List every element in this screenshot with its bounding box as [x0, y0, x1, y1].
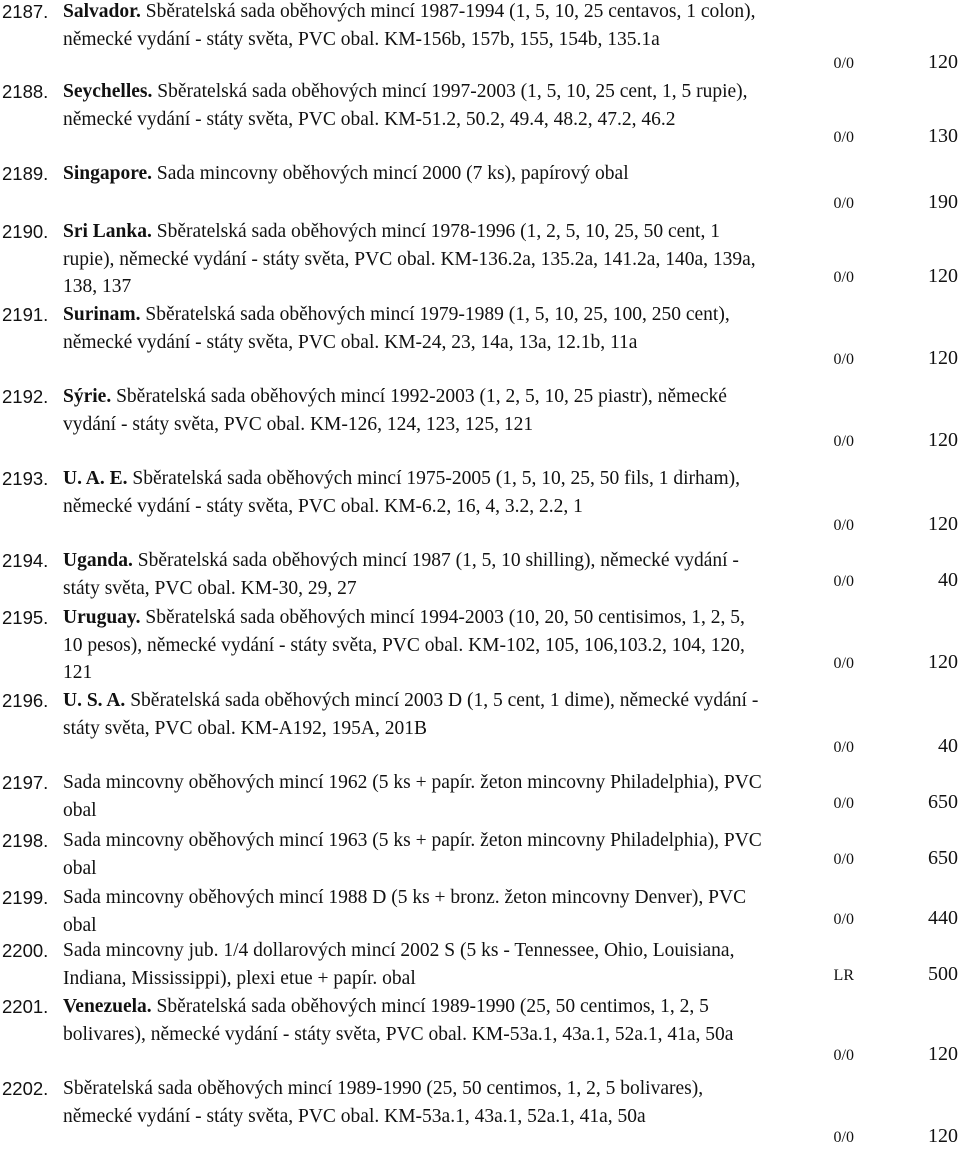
entry-description: Sada mincovny oběhových mincí 1988 D (5 ks + bronz. žeton mincovny Denver), PVC obal — [63, 887, 747, 936]
entry-description: Sada mincovny oběhových mincí 1962 (5 ks + papír. žeton mincovny Philadelphia), PVC obal — [63, 772, 762, 821]
entry-price: 40 — [938, 735, 958, 757]
entry-description: Sběratelská sada oběhových mincí 1989-1990 (25, 50 centimos, 1, 2, 5 bolivares), německé vydání - státy světa, PVC obal. KM-53a.1, 43a.1, 52a.1, 41a, 50a — [63, 996, 734, 1045]
entry-description: Sběratelská sada oběhových mincí 2003 D (1, 5 cent, 1 dime), německé vydání - státy světa, PVC obal. KM-A192, 195A, 201B — [63, 690, 759, 739]
entry-price: 120 — [928, 265, 958, 287]
entry-number: 2188. — [2, 81, 49, 102]
entry-number: 2198. — [2, 830, 49, 851]
entry-price: 130 — [928, 125, 958, 147]
entry-number: 2187. — [2, 1, 49, 22]
entry-condition: 0/0 — [833, 195, 854, 212]
entry-number: 2200. — [2, 940, 49, 961]
entry-country: Singapore. — [63, 163, 153, 184]
entry-condition: 0/0 — [833, 739, 854, 756]
entry-price: 190 — [928, 191, 958, 213]
entry-text — [63, 547, 763, 602]
entry-number: 2199. — [2, 887, 49, 908]
entry-price: 120 — [928, 513, 958, 535]
entry-text — [63, 301, 763, 356]
entry-text — [63, 884, 763, 939]
entry-condition: 0/0 — [833, 269, 854, 286]
entry-description: Sběratelská sada oběhových mincí 1975-2005 (1, 5, 10, 25, 50 fils, 1 dirham), německé vydání - státy světa, PVC obal. KM-6.2, 16, 4, 3.2, 2.2, 1 — [63, 468, 740, 517]
entry-description: Sběratelská sada oběhových mincí 1987-1994 (1, 5, 10, 25 centavos, 1 colon), německé vydání - státy světa, PVC obal. KM-156b, 157b, 155, 154b, 135.1a — [63, 1, 756, 50]
entry-number: 2189. — [2, 163, 49, 184]
entry-description: Sběratelská sada oběhových mincí 1989-1990 (25, 50 centimos, 1, 2, 5 bolivares), německé vydání - státy světa, PVC obal. KM-53a.1, 43a.1, 52a.1, 41a, 50a — [63, 1078, 704, 1127]
entry-price: 650 — [928, 847, 958, 869]
entry-text — [63, 160, 763, 188]
entry-text — [63, 687, 763, 742]
entry-text — [63, 827, 763, 882]
entry-country: Venezuela. — [63, 996, 152, 1017]
entry-country: Surinam. — [63, 304, 141, 325]
entry-description: Sběratelská sada oběhových mincí 1987 (1, 5, 10 shilling), německé vydání - státy světa, PVC obal. KM-30, 29, 27 — [63, 550, 739, 599]
entry-text — [63, 769, 763, 824]
entry-price: 120 — [928, 1043, 958, 1065]
entry-description: Sběratelská sada oběhových mincí 1997-2003 (1, 5, 10, 25 cent, 1, 5 rupie), německé vydání - státy světa, PVC obal. KM-51.2, 50.2, 49.4, 48.2, 47.2, 46.2 — [63, 81, 748, 130]
entry-price: 440 — [928, 907, 958, 929]
entry-price: 120 — [928, 429, 958, 451]
entry-description: Sběratelská sada oběhových mincí 1979-1989 (1, 5, 10, 25, 100, 250 cent), německé vydání - státy světa, PVC obal. KM-24, 23, 14a, 13a, 12.1b, 11a — [63, 304, 730, 353]
entry-condition: 0/0 — [833, 655, 854, 672]
entry-number: 2191. — [2, 304, 49, 325]
entry-description: Sada mincovny jub. 1/4 dollarových mincí 2002 S (5 ks - Tennessee, Ohio, Louisiana, Indiana, Mississippi), plexi etue + papír. obal — [63, 940, 735, 989]
entry-text — [63, 604, 763, 687]
entry-condition: 0/0 — [833, 517, 854, 534]
entry-country: Uganda. — [63, 550, 133, 571]
entry-country: Sýrie. — [63, 386, 112, 407]
entry-number: 2202. — [2, 1078, 49, 1099]
entry-condition: 0/0 — [833, 795, 854, 812]
entry-condition: 0/0 — [833, 1129, 854, 1146]
entry-number: 2201. — [2, 996, 49, 1017]
entry-country: U. S. A. — [63, 690, 126, 711]
entry-number: 2190. — [2, 221, 49, 242]
entry-condition: 0/0 — [833, 1047, 854, 1064]
entry-text — [63, 218, 763, 301]
entry-text — [63, 937, 763, 992]
entry-condition: 0/0 — [833, 55, 854, 72]
entry-description: Sběratelská sada oběhových mincí 1992-2003 (1, 2, 5, 10, 25 piastr), německé vydání - státy světa, PVC obal. KM-126, 124, 123, 125, 121 — [63, 386, 727, 435]
entry-price: 40 — [938, 569, 958, 591]
entry-text — [63, 383, 763, 438]
entry-description: Sběratelská sada oběhových mincí 1978-1996 (1, 2, 5, 10, 25, 50 cent, 1 rupie), německé vydání - státy světa, PVC obal. KM-136.2a, 135.2a, 141.2a, 140a, 139a, 138, 137 — [63, 221, 756, 297]
entry-number: 2194. — [2, 550, 49, 571]
entry-text — [63, 993, 763, 1048]
entry-number: 2195. — [2, 607, 49, 628]
entry-price: 500 — [928, 963, 958, 985]
entry-condition: 0/0 — [833, 573, 854, 590]
entry-country: Sri Lanka. — [63, 221, 152, 242]
entry-condition: 0/0 — [833, 351, 854, 368]
entry-price: 120 — [928, 347, 958, 369]
entry-text — [63, 0, 763, 53]
entry-number: 2196. — [2, 690, 49, 711]
entry-number: 2193. — [2, 468, 49, 489]
entry-country: Salvador. — [63, 1, 141, 22]
entry-condition: LR — [833, 967, 854, 984]
entry-price: 120 — [928, 651, 958, 673]
entry-country: Uruguay. — [63, 607, 141, 628]
entry-country: U. A. E. — [63, 468, 128, 489]
entry-condition: 0/0 — [833, 851, 854, 868]
entry-price: 120 — [928, 51, 958, 73]
entry-country: Seychelles. — [63, 81, 153, 102]
entry-price: 650 — [928, 791, 958, 813]
entry-condition: 0/0 — [833, 129, 854, 146]
entry-text — [63, 465, 763, 520]
entry-number: 2192. — [2, 386, 49, 407]
entry-description: Sada mincovny oběhových mincí 1963 (5 ks + papír. žeton mincovny Philadelphia), PVC obal — [63, 830, 762, 879]
entry-description: Sada mincovny oběhových mincí 2000 (7 ks), papírový obal — [156, 163, 629, 184]
entry-text — [63, 1075, 763, 1130]
entry-text — [63, 78, 763, 133]
entry-number: 2197. — [2, 772, 49, 793]
entry-condition: 0/0 — [833, 433, 854, 450]
entry-description: Sběratelská sada oběhových mincí 1994-2003 (10, 20, 50 centisimos, 1, 2, 5, 10 pesos), německé vydání - státy světa, PVC obal. KM-102, 105, 106,103.2, 104, 120, 121 — [63, 607, 745, 683]
entry-condition: 0/0 — [833, 911, 854, 928]
entry-price: 120 — [928, 1125, 958, 1147]
